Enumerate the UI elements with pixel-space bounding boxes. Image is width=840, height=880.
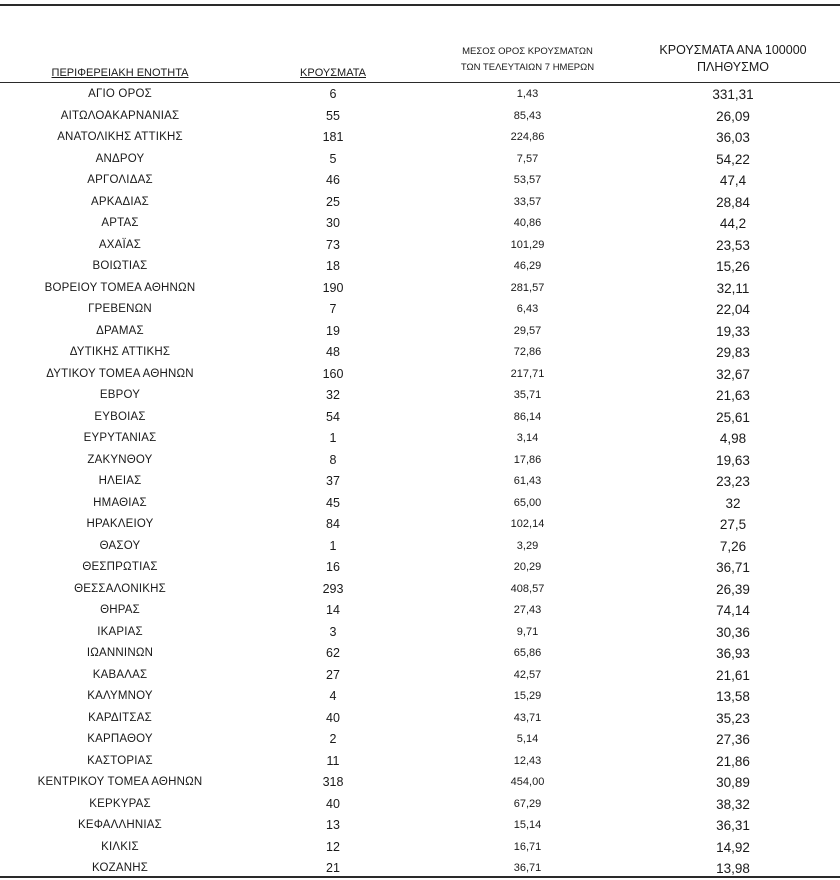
cell-cases: 11: [326, 753, 340, 768]
cell-cases: 160: [322, 366, 344, 381]
cell-region: ΔΡΑΜΑΣ: [96, 324, 144, 337]
cell-per100k: 25,61: [716, 409, 750, 425]
cell-per100k: 13,58: [716, 689, 750, 704]
table-row: [0, 170, 840, 192]
table-row: [0, 557, 840, 579]
cell-cases: 55: [326, 108, 340, 123]
cell-per100k: 19,63: [716, 452, 750, 468]
cell-region: ΚΑΡΠΑΘΟΥ: [87, 733, 153, 745]
table-row: [0, 342, 840, 364]
cell-avg7: 72,86: [513, 346, 542, 358]
cell-cases: 16: [326, 560, 340, 574]
cell-per100k: 14,92: [716, 839, 750, 855]
header-avg7-line1: ΜΕΣΟΣ ΟΡΟΣ ΚΡΟΥΣΜΑΤΩΝ: [462, 46, 593, 57]
cell-avg7: 5,14: [516, 733, 539, 745]
cell-avg7: 15,14: [513, 819, 542, 831]
cell-per100k: 74,14: [716, 603, 750, 618]
cell-per100k: 26,39: [716, 581, 750, 597]
cell-per100k: 23,53: [716, 237, 750, 253]
cell-region: ΙΩΑΝΝΙΝΩΝ: [86, 647, 154, 659]
header-per100k-line1: ΚΡΟΥΣΜΑΤΑ ΑΝΑ 100000: [659, 43, 807, 57]
bottom-border: [0, 876, 840, 878]
cell-region: ΒΟΙΩΤΙΑΣ: [92, 260, 148, 272]
cell-region: ΚΙΛΚΙΣ: [101, 840, 139, 853]
cell-cases: 318: [322, 775, 344, 789]
cell-region: ΕΥΡΥΤΑΝΙΑΣ: [83, 432, 157, 444]
cell-region: ΚΑΛΥΜΝΟΥ: [87, 690, 153, 702]
header-region-label: ΠΕΡΙΦΕΡΕΙΑΚΗ ΕΝΟΤΗΤΑ: [51, 67, 189, 79]
cell-avg7: 61,43: [513, 475, 542, 487]
table-row: [0, 815, 840, 837]
cell-region: ΗΛΕΙΑΣ: [98, 475, 142, 487]
cell-avg7: 7,57: [516, 152, 539, 165]
table-row: [0, 794, 840, 816]
cell-cases: 8: [329, 452, 337, 467]
cell-per100k: 36,93: [716, 646, 750, 661]
cell-region: ΚΟΖΑΝΗΣ: [91, 862, 149, 874]
cell-region: ΘΕΣΠΡΩΤΙΑΣ: [82, 561, 158, 573]
cell-avg7: 40,86: [513, 217, 542, 229]
cell-region: ΘΗΡΑΣ: [100, 604, 140, 616]
table-row: [0, 708, 840, 730]
cell-avg7: 281,57: [510, 281, 545, 294]
cell-per100k: 30,36: [716, 624, 750, 640]
cell-region: ΙΚΑΡΙΑΣ: [97, 625, 143, 638]
cell-avg7: 17,86: [513, 453, 542, 466]
cell-per100k: 21,86: [716, 753, 750, 769]
cell-cases: 18: [326, 259, 340, 273]
table-row: [0, 256, 840, 278]
cell-cases: 21: [326, 861, 340, 875]
cell-avg7: 33,57: [513, 195, 542, 208]
cell-cases: 293: [322, 581, 344, 596]
table-row: [0, 450, 840, 472]
cell-per100k: 47,4: [719, 173, 747, 188]
table-row: [0, 385, 840, 407]
table-row: [0, 772, 840, 794]
header-avg7: [425, 44, 630, 76]
table-row: [0, 665, 840, 687]
cell-region: ΑΡΚΑΔΙΑΣ: [91, 195, 149, 208]
cell-cases: 46: [326, 173, 340, 187]
cell-cases: 181: [322, 130, 344, 144]
cell-avg7: 15,29: [513, 690, 542, 702]
cell-avg7: 102,14: [510, 518, 545, 530]
cell-per100k: 44,2: [719, 216, 747, 231]
table-row: [0, 686, 840, 708]
cell-cases: 25: [326, 194, 340, 209]
table-row: [0, 213, 840, 235]
cell-per100k: 54,22: [716, 151, 750, 167]
cell-cases: 1: [329, 538, 337, 553]
cell-cases: 27: [326, 667, 340, 682]
cell-cases: 3: [329, 624, 337, 639]
header-region: [0, 66, 240, 80]
cell-avg7: 20,29: [513, 561, 542, 573]
cell-per100k: 4,98: [719, 431, 747, 446]
cell-per100k: 26,09: [716, 108, 750, 124]
cell-avg7: 454,00: [510, 776, 545, 788]
cell-region: ΒΟΡΕΙΟΥ ΤΟΜΕΑ ΑΘΗΝΩΝ: [44, 281, 196, 294]
cell-avg7: 53,57: [513, 174, 542, 186]
cell-region: ΑΡΓΟΛΙΔΑΣ: [87, 174, 153, 186]
table-row: [0, 729, 840, 751]
table-row: [0, 514, 840, 536]
cell-avg7: 101,29: [510, 238, 545, 251]
cell-cases: 40: [326, 796, 340, 811]
cell-per100k: 36,03: [716, 130, 750, 145]
cell-region: ΚΑΣΤΟΡΙΑΣ: [87, 754, 153, 767]
cell-avg7: 29,57: [513, 324, 542, 337]
header-per100k: [628, 42, 838, 76]
cell-cases: 12: [326, 839, 340, 854]
cell-per100k: 7,26: [719, 538, 747, 554]
cell-avg7: 85,43: [513, 109, 542, 122]
table-row: [0, 235, 840, 257]
cell-per100k: 27,36: [716, 732, 750, 747]
cell-avg7: 86,14: [513, 410, 542, 423]
cell-per100k: 15,26: [716, 259, 750, 274]
cell-avg7: 3,29: [516, 539, 539, 552]
cell-per100k: 36,71: [716, 560, 750, 575]
header-cases-label: ΚΡΟΥΣΜΑΤΑ: [300, 67, 366, 79]
table-row: [0, 579, 840, 601]
cell-region: ΕΥΒΟΙΑΣ: [94, 410, 146, 423]
cell-cases: 73: [326, 237, 340, 252]
cell-cases: 48: [326, 345, 340, 359]
cell-avg7: 65,00: [513, 496, 542, 509]
table-row: [0, 643, 840, 665]
cell-avg7: 42,57: [513, 668, 542, 681]
cell-avg7: 46,29: [513, 260, 542, 272]
cell-per100k: 36,31: [716, 818, 750, 833]
cell-region: ΔΥΤΙΚΟΥ ΤΟΜΕΑ ΑΘΗΝΩΝ: [46, 367, 194, 380]
cell-cases: 84: [326, 517, 340, 531]
cell-region: ΑΝΑΤΟΛΙΚΗΣ ΑΤΤΙΚΗΣ: [57, 131, 183, 143]
table-row: [0, 84, 840, 106]
cell-cases: 13: [326, 818, 340, 832]
cell-cases: 45: [326, 495, 340, 510]
cell-region: ΑΙΤΩΛΟΑΚΑΡΝΑΝΙΑΣ: [60, 109, 180, 122]
cell-per100k: 19,33: [716, 323, 750, 339]
cell-per100k: 27,5: [719, 517, 747, 532]
cell-cases: 190: [322, 280, 344, 295]
cell-cases: 7: [329, 302, 337, 316]
cell-per100k: 21,61: [716, 667, 750, 683]
cell-avg7: 36,71: [513, 862, 542, 874]
cell-region: ΘΑΣΟΥ: [99, 539, 141, 552]
cell-per100k: 32,11: [716, 280, 750, 296]
cell-avg7: 217,71: [510, 367, 545, 380]
table-row: [0, 106, 840, 128]
cell-avg7: 35,71: [513, 389, 542, 401]
cell-per100k: 32,67: [716, 366, 750, 382]
cell-per100k: 30,89: [716, 775, 750, 790]
cell-avg7: 6,43: [516, 303, 539, 315]
cell-cases: 40: [326, 710, 340, 725]
header-cases: [278, 66, 388, 80]
cell-region: ΗΡΑΚΛΕΙΟΥ: [86, 518, 154, 530]
table-row: [0, 321, 840, 343]
cell-cases: 2: [329, 732, 337, 746]
cell-region: ΑΡΤΑΣ: [101, 217, 139, 229]
cell-region: ΚΑΒΑΛΑΣ: [92, 668, 148, 681]
cell-region: ΕΒΡΟΥ: [99, 389, 141, 401]
cell-cases: 1: [329, 431, 337, 445]
cell-avg7: 3,14: [516, 432, 539, 444]
cell-region: ΓΡΕΒΕΝΩΝ: [88, 303, 152, 315]
cell-per100k: 23,23: [716, 474, 750, 489]
cell-avg7: 67,29: [513, 797, 542, 810]
cell-cases: 14: [326, 603, 340, 617]
cell-region: ΑΝΔΡΟΥ: [95, 152, 145, 165]
table-row: [0, 837, 840, 859]
cell-per100k: 32: [725, 495, 741, 511]
table-row: [0, 536, 840, 558]
cell-region: ΑΓΙΟ ΟΡΟΣ: [88, 88, 152, 100]
cell-per100k: 22,04: [716, 302, 750, 317]
cell-region: ΖΑΚΥΝΘΟΥ: [87, 453, 153, 466]
cell-avg7: 224,86: [510, 131, 545, 143]
cell-avg7: 65,86: [513, 647, 542, 659]
table-row: [0, 278, 840, 300]
cell-cases: 54: [326, 409, 340, 424]
cell-cases: 5: [329, 151, 337, 166]
cell-region: ΘΕΣΣΑΛΟΝΙΚΗΣ: [74, 582, 166, 595]
table-row: [0, 364, 840, 386]
table-row: [0, 751, 840, 773]
table-row: [0, 622, 840, 644]
table-row: [0, 493, 840, 515]
header-avg7-line2: ΤΩΝ ΤΕΛΕΥΤΑΙΩΝ 7 ΗΜΕΡΩΝ: [460, 62, 595, 73]
cell-avg7: 16,71: [513, 840, 542, 853]
cell-cases: 4: [329, 689, 337, 703]
cell-cases: 32: [326, 388, 340, 402]
cell-per100k: 21,63: [716, 388, 750, 403]
cell-region: ΗΜΑΘΙΑΣ: [93, 496, 147, 509]
cell-cases: 19: [326, 323, 340, 338]
table-body: [0, 84, 840, 880]
table-row: [0, 428, 840, 450]
cell-avg7: 12,43: [513, 754, 542, 767]
cell-avg7: 408,57: [510, 582, 545, 595]
cell-per100k: 29,83: [716, 345, 750, 360]
header-divider: [0, 82, 840, 83]
header-per100k-line2: ΠΛΗΘΥΣΜΟ: [697, 60, 769, 74]
cell-per100k: 35,23: [716, 710, 750, 726]
cell-avg7: 1,43: [516, 88, 539, 100]
table-row: [0, 407, 840, 429]
table-row: [0, 299, 840, 321]
cell-cases: 62: [326, 646, 340, 660]
cell-region: ΚΕΡΚΥΡΑΣ: [89, 797, 151, 810]
cell-avg7: 43,71: [513, 711, 542, 724]
cell-avg7: 9,71: [516, 625, 539, 638]
cell-per100k: 13,98: [716, 861, 750, 876]
cell-region: ΚΑΡΔΙΤΣΑΣ: [88, 711, 152, 724]
table-row: [0, 600, 840, 622]
cell-region: ΔΥΤΙΚΗΣ ΑΤΤΙΚΗΣ: [69, 346, 171, 358]
cell-cases: 30: [326, 216, 340, 230]
cell-per100k: 331,31: [712, 87, 754, 102]
cell-region: ΚΕΝΤΡΙΚΟΥ ΤΟΜΕΑ ΑΘΗΝΩΝ: [37, 776, 203, 788]
cell-cases: 6: [329, 87, 337, 101]
cell-per100k: 28,84: [716, 194, 750, 210]
cell-region: ΑΧΑΪΑΣ: [98, 238, 142, 251]
cell-per100k: 38,32: [716, 796, 750, 812]
top-border: [0, 4, 840, 6]
table-row: [0, 149, 840, 171]
table-row: [0, 192, 840, 214]
table-row: [0, 471, 840, 493]
cell-cases: 37: [326, 474, 340, 488]
cell-region: ΚΕΦΑΛΛΗΝΙΑΣ: [77, 819, 162, 831]
table-row: [0, 127, 840, 149]
cell-avg7: 27,43: [513, 604, 542, 616]
